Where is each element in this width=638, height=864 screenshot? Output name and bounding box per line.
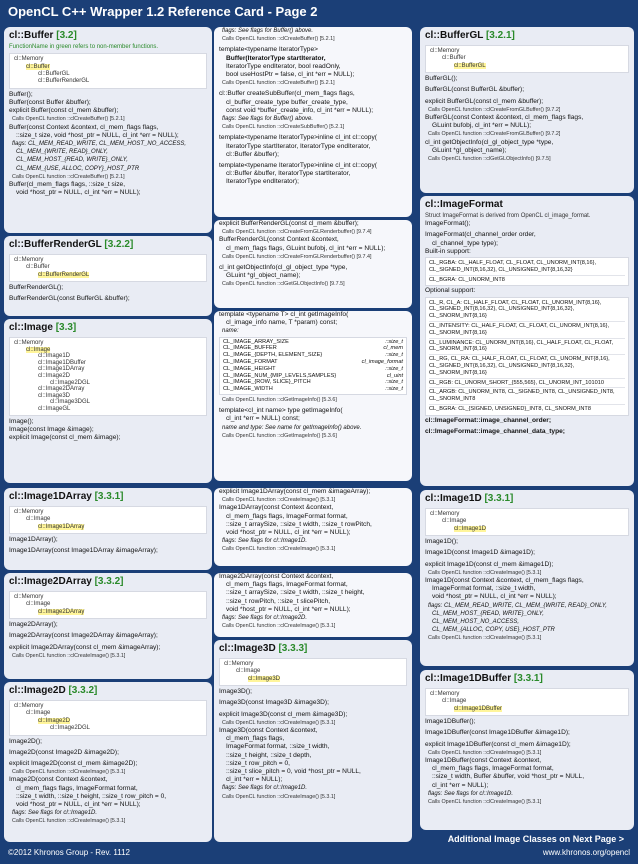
image-ctor: explicit Image(const cl_mem &image);: [9, 433, 121, 441]
buffer-subtitle: FunctionName in green refers to non-member functions.: [9, 44, 159, 50]
image2d-class-tree: cl::Memory cl::Image cl::Image2D cl::Image2DGL: [9, 700, 207, 736]
param-line: GLuint *gl_object_name);: [432, 146, 507, 154]
code-line: cl::Buffer createSubBuffer(cl_mem_flags flags,: [219, 90, 355, 98]
bufferrendergl-ctor: BufferRenderGL(const BufferGL &buffer);: [9, 295, 130, 303]
function-ref: Calls OpenCL function ::clCreateFromGLRenderbuffer() [9.7.4]: [222, 253, 372, 260]
imageformat-section: [420, 196, 634, 486]
flags-note: flags: See flags for cl::Image1D.: [222, 785, 308, 792]
code-line: template<typename IteratorType>inline cl_int cl::copy(: [219, 162, 377, 170]
buffer-ctor: Buffer(const Buffer &buffer);: [9, 99, 91, 107]
param-line: ImageFormat format, ::size_t width,: [432, 585, 536, 593]
flags-note: CL_MEM_{WRITE, READ}_ONLY,: [16, 149, 108, 156]
flags-note: flags: CL_MEM_READ_WRITE, CL_MEM_{WRITE, READ}_ONLY,: [428, 602, 607, 609]
table-row: CL_ARGB: CL_UNORM_INT8, CL_SIGNED_INT8, CL_UNSIGNED_INT8, CL_SNORM_INT8: [429, 388, 625, 405]
flags-note: flags: See flags for cl::Image1D.: [222, 538, 308, 545]
code-line: cl_mem_flags flags, ImageFormat format,: [226, 581, 348, 589]
imageformat-ctor: ImageFormat(cl_channel_order order,: [425, 231, 536, 239]
table-row: CL_RGB: CL_UNORM_SHORT_{555,565}, CL_UNORM_INT_101010: [429, 379, 625, 389]
param-line: ::size_t size, void *host_ptr = NULL, cl_int *err = NULL);: [16, 131, 179, 139]
function-ref: Calls OpenCL function ::clCreateImage() [5.3.1]: [428, 799, 542, 806]
image2darray-ctor: Image2DArray();: [9, 621, 58, 629]
param-line: ::size_t height, ::size_t depth,: [226, 751, 312, 759]
code-line: cl_mem_flags flags, GLuint bufobj, cl_int *err = NULL);: [226, 244, 386, 252]
image3d-ctor: Image3D(const Context &context,: [219, 727, 318, 735]
flags-note: CL_MEM_HOST_NO_ACCESS,: [432, 619, 520, 626]
code-line: explicit Image1DArray(const cl_mem &imageArray);: [219, 488, 371, 495]
code-line: cl_mem_flags flags, ImageFormat format,: [226, 512, 348, 520]
image2d-ctor: explicit Image2D(const cl_mem &image2D);: [9, 760, 138, 768]
builtin-label: Built-in support:: [425, 247, 471, 255]
param-line: void *host_ptr = NULL, cl_int *err = NULL);: [432, 593, 557, 601]
image1dbuffer-ctor: Image1DBuffer();: [425, 718, 476, 726]
code-line: bool useHostPtr = false, cl_int *err = NULL);: [226, 71, 355, 79]
table-row: CL_RG, CL_RA: CL_HALF_FLOAT, CL_FLOAT, CL_UNORM_INT{8,16}, CL_SIGNED_INT{8,16,32}, CL_UNSIGNED_INT{8,16,32}, CL_SNORM_INT{8,16}: [429, 355, 625, 378]
image1d-section: [420, 490, 634, 666]
image1dbuffer-section: [420, 670, 634, 830]
code-line: cl_buffer_create_type buffer_create_type,: [226, 98, 348, 106]
code-line: explicit BufferRenderGL(const cl_mem &buffer);: [219, 220, 359, 227]
bufferrendergl-class-tree: cl::Memory cl::Buffer cl::BufferRenderGL: [9, 254, 207, 282]
code-line: ::size_t arraySize, ::size_t width, ::size_t rowPitch,: [226, 520, 372, 528]
code-line: template<cl_int name> type getImageInfo(: [219, 407, 343, 415]
image2d-ctor: Image2D();: [9, 737, 42, 745]
function-ref: Calls OpenCL function ::clCreateFromGLBuffer() [9.7.2]: [428, 106, 561, 113]
buffergl-class-tree: cl::Memory cl::Buffer cl::BufferGL: [425, 45, 629, 73]
buffergl-section: [420, 27, 634, 193]
buffer-continued: [214, 27, 412, 217]
bufferrendergl-section: [4, 236, 212, 316]
footer-copyright: ©2012 Khronos Group - Rev. 1112: [8, 848, 130, 857]
code-line: ::size_t rowPitch, ::size_t slicePitch,: [226, 597, 331, 605]
param-line: ImageFormat format, ::size_t width,: [226, 743, 330, 751]
imageformat-ctor: ImageFormat();: [425, 220, 471, 228]
image2darray-heading: cl::Image2DArray [3.3.2]: [9, 576, 124, 587]
table-row: CL_IMAGE_{ROW, SLICE}_PITCH ::size_t: [223, 379, 403, 386]
code-line: cl_int getObjectInfo(cl_gl_object_type *type,: [219, 264, 348, 272]
flags-note: flags: See flags for cl::Image1D.: [12, 810, 98, 817]
member-line: cl::ImageFormat::image_channel_data_type;: [425, 427, 565, 435]
footer-link[interactable]: www.khronos.org/opencl: [542, 848, 630, 857]
code-line: void *host_ptr = NULL, cl_int *err = NULL);: [226, 605, 351, 613]
imageformat-desc: Struct ImageFormat is derived from OpenCL cl_image_format.: [425, 213, 591, 219]
function-ref: Calls OpenCL function ::clCreateImage() [5.3.1]: [428, 749, 542, 756]
image2darray-section: [4, 573, 212, 679]
image1d-ctor: Image1D(const Context &context, cl_mem_flags flags,: [425, 577, 584, 585]
image-ctor: Image(const Image &image);: [9, 425, 94, 433]
function-ref: Calls OpenCL function ::clGetImageInfo() [5.3.6]: [222, 396, 337, 403]
flags-note: CL_MEM_HOST_{READ, WRITE}_ONLY,: [432, 610, 544, 617]
function-ref: Calls OpenCL function ::clCreateBuffer() [5.2.1]: [12, 116, 125, 123]
image1d-ctor: Image1D(const Image1D &image1D);: [425, 549, 535, 557]
image1dbuffer-class-tree: cl::Memory cl::Image cl::Image1DBuffer: [425, 688, 629, 716]
image1darray-class-tree: cl::Memory cl::Image cl::Image1DArray: [9, 506, 207, 534]
param-line: cl_mem_flags flags, ImageFormat format,: [16, 784, 138, 792]
image1d-heading: cl::Image1D [3.3.1]: [425, 493, 514, 504]
function-ref: Calls OpenCL function ::clCreateSubBuffer() [5.2.1]: [222, 124, 345, 131]
function-ref: Calls OpenCL function ::clGetGLObjectInfo() [9.7.5]: [222, 281, 345, 288]
optional-label: Optional support:: [425, 287, 476, 295]
buffer-class-tree: cl::Memory cl::Buffer cl::BufferGL cl::BufferRenderGL: [9, 53, 207, 89]
code-line: cl_image_info name, T *param) const;: [226, 319, 338, 327]
function-ref: Calls OpenCL function ::clCreateFromGLRenderbuffer() [9.7.4]: [222, 229, 372, 236]
name-note: name and type: See name for getImageInfo() above.: [222, 424, 362, 431]
function-ref: Calls OpenCL function ::clCreateImage() [5.3.1]: [222, 719, 336, 726]
code-line: ::size_t arraySize, ::size_t width, ::size_t height,: [226, 589, 365, 597]
table-row: CL_IMAGE_BUFFER cl_mem: [223, 345, 403, 352]
function-ref: Calls OpenCL function ::clCreateBuffer() [5.2.1]: [12, 173, 125, 180]
function-ref: Calls OpenCL function ::clGetImageInfo() [5.3.6]: [222, 432, 337, 439]
image-class-tree: cl::Memory cl::Image cl::Image1D cl::Image1DBuffer cl::Image1DArray cl::Image2D cl::Image2DGL cl::Image2DArray cl::Image3D cl::Image3DGL cl::ImageGL: [9, 337, 207, 416]
optional-support-table: [425, 297, 629, 416]
image1dbuffer-ctor: explicit Image1DBuffer(const cl_mem &image1D);: [425, 740, 571, 748]
image3d-section: [214, 640, 412, 842]
image1d-ctor: explicit Image1D(const cl_mem &image1D);: [425, 560, 554, 568]
code-line: cl_int *err = NULL) const;: [226, 415, 300, 423]
image1d-class-tree: cl::Memory cl::Image cl::Image1D: [425, 508, 629, 536]
code-line: Buffer(IteratorType startIterator,: [226, 54, 326, 62]
code-line: template<typename IteratorType>inline cl_int cl::copy(: [219, 134, 377, 142]
param-line: cl_int *err = NULL);: [226, 776, 283, 784]
buffer-ctor: Buffer(const Context &context, cl_mem_flags flags,: [9, 123, 159, 131]
code-line: IteratorType startIterator, IteratorType endIterator,: [226, 142, 371, 150]
image3d-ctor: Image3D(const Image3D &image3D);: [219, 699, 329, 707]
flags-note: flags: See flags for cl::Image2D.: [222, 615, 308, 622]
image3d-class-tree: cl::Memory cl::Image cl::Image3D: [219, 658, 407, 686]
image1darray-ctor: Image1DArray(const Image1DArray &imageArray);: [9, 547, 158, 555]
table-row: CL_IMAGE_{DEPTH, ELEMENT_SIZE} ::size_t: [223, 352, 403, 359]
function-ref: Calls OpenCL function ::clCreateImage() [5.3.1]: [222, 623, 336, 630]
table-row: CL_RGBA: CL_HALF_FLOAT, CL_FLOAT, CL_UNORM_INT{8,16}, CL_SIGNED_INT{8,16,32}, CL_UNSIGNED_INT{8,16,32}: [429, 259, 625, 276]
function-ref: Calls OpenCL function ::clGetGLObjectInfo() [9.7.5]: [428, 156, 551, 163]
image2d-ctor: Image2D(const Context &context,: [9, 776, 108, 784]
table-row: CL_BGRA: CL_UNORM_INT8: [429, 276, 505, 283]
function-ref: Calls OpenCL function ::clCreateImage() [5.3.1]: [222, 793, 336, 800]
name-label: name:: [222, 328, 239, 335]
table-row: CL_IMAGE_ARRAY_SIZE ::size_t: [223, 338, 403, 345]
next-page-note: Additional Image Classes on Next Page >: [447, 834, 624, 844]
function-ref: Calls OpenCL function ::clCreateImage() [5.3.1]: [428, 569, 542, 576]
flags-note: CL_MEM_{USE, ALLOC, COPY}_HOST_PTR: [16, 165, 140, 172]
buffer-ctor: explicit Buffer(const cl_mem &buffer);: [9, 107, 119, 115]
member-line: cl::ImageFormat::image_channel_order;: [425, 416, 552, 424]
function-ref: Calls OpenCL function ::clCreateImage() [5.3.1]: [12, 769, 126, 776]
image3d-ctor: Image3D();: [219, 688, 252, 696]
code-line: GLuint *gl_object_name);: [226, 272, 301, 280]
param-line: ::size_t width, ::size_t height, ::size_t row_pitch = 0,: [16, 792, 167, 800]
code-line: const void *buffer_create_info, cl_int *err = NULL);: [226, 106, 374, 114]
code-line: cl::Buffer &buffer, IteratorType startIterator,: [226, 170, 351, 178]
image1dbuffer-ctor: Image1DBuffer(const Image1DBuffer &image1D);: [425, 729, 570, 737]
table-row: CL_BGRA: CL_{SIGNED, UNSIGNED}_INT8, CL_SNORM_INT8: [429, 405, 591, 412]
bufferrendergl-continued: [214, 220, 412, 308]
flags-note: flags: CL_MEM_READ_WRITE, CL_MEM_HOST_NO_ACCESS,: [12, 141, 187, 148]
function-ref: Calls OpenCL function ::clCreateImage() [5.3.1]: [12, 818, 126, 825]
code-line: template <typename T> cl_int getImageInfo(: [219, 311, 349, 318]
image2darray-ctor: Image2DArray(const Image2DArray &imageArray);: [9, 632, 158, 640]
image1darray-section: [4, 488, 212, 570]
code-line: Image2DArray(const Context &context,: [219, 573, 334, 580]
param-line: ::size_t width, Buffer &buffer, void *host_ptr = NULL,: [432, 773, 585, 781]
image-ctor: Image();: [9, 417, 34, 425]
function-ref: Calls OpenCL function ::clCreateBuffer() [5.2.1]: [222, 80, 335, 87]
image3d-heading: cl::Image3D [3.3.3]: [219, 643, 308, 654]
table-row: CL_IMAGE_FORMAT cl_image_format: [223, 359, 403, 365]
table-row: CL_IMAGE_NUM_{MIP_LEVELS,SAMPLES} cl_uint: [223, 372, 403, 379]
image-section: [4, 319, 212, 483]
param-line: ::size_t slice_pitch = 0, void *host_ptr = NULL,: [226, 768, 361, 776]
buffer-ctor: Buffer();: [9, 90, 33, 98]
table-row: CL_IMAGE_HEIGHT ::size_t: [223, 365, 403, 372]
param-line: void *host_ptr = NULL, cl_int *err = NULL);: [16, 801, 141, 809]
param-line: cl_mem_flags flags, ImageFormat format,: [432, 765, 554, 773]
flags-note: flags: See flags for Buffer() above.: [222, 28, 314, 34]
param-line: GLuint bufobj, cl_int *err = NULL);: [432, 122, 532, 130]
code-line: cl_int getObjectInfo(cl_gl_object_type *type,: [425, 138, 554, 146]
image-info-table: [219, 337, 407, 395]
buffergl-ctor: BufferGL(const Context &context, cl_mem_flags flags,: [425, 114, 584, 122]
image1dbuffer-heading: cl::Image1DBuffer [3.3.1]: [425, 673, 543, 684]
param-line: void *host_ptr = NULL, cl_int *err = NULL);: [16, 189, 141, 197]
function-ref: Calls OpenCL function ::clCreateImage() [5.3.1]: [222, 546, 336, 553]
flags-note: flags: See flags for cl::Image1D.: [428, 790, 514, 797]
image2d-heading: cl::Image2D [3.3.2]: [9, 685, 98, 696]
code-line: void *host_ptr = NULL, cl_int *err = NULL);: [226, 529, 351, 537]
buffergl-heading: cl::BufferGL [3.2.1]: [425, 30, 515, 41]
buffergl-ctor: BufferGL();: [425, 75, 458, 83]
code-line: cl::Buffer &buffer);: [226, 150, 279, 158]
code-line: IteratorType endIterator, bool readOnly,: [226, 62, 341, 70]
table-row: CL_R, CL_A: CL_HALF_FLOAT, CL_FLOAT, CL_UNORM_INT{8,16}, CL_SIGNED_INT{8,16,32}, CL_UNSIGNED_INT{8,16,32}, CL_SNORM_INT{8,16}: [429, 299, 625, 322]
param-line: cl_int *err = NULL);: [432, 781, 489, 789]
buffergl-ctor: BufferGL(const BufferGL &buffer);: [425, 86, 525, 94]
image-heading: cl::Image [3.3]: [9, 322, 77, 333]
image1darray-heading: cl::Image1DArray [3.3.1]: [9, 491, 124, 502]
function-ref: Calls OpenCL function ::clCreateFromGLBuffer() [9.7.2]: [428, 131, 561, 138]
image1dbuffer-ctor: Image1DBuffer(const Context &context,: [425, 757, 542, 765]
buffer-section: [4, 27, 212, 233]
code-line: IteratorType endIterator);: [226, 178, 299, 186]
image1d-ctor: Image1D();: [425, 538, 458, 546]
function-ref: Calls OpenCL function ::clCreateBuffer() [5.2.1]: [222, 36, 335, 43]
image-continued: [214, 311, 412, 481]
image3d-ctor: explicit Image3D(const cl_mem &image3D);: [219, 710, 348, 718]
flags-note: flags: See flags for Buffer() above.: [222, 116, 314, 123]
function-ref: Calls OpenCL function ::clCreateImage() [5.3.1]: [222, 497, 336, 504]
buffer-heading: cl::Buffer [3.2]: [9, 30, 77, 41]
function-ref: Calls OpenCL function ::clCreateImage() [5.3.1]: [12, 652, 126, 659]
code-line: template<typename IteratorType>: [219, 46, 318, 54]
image2d-ctor: Image2D(const Image2D &image2D);: [9, 748, 119, 756]
flags-note: CL_MEM_HOST_{READ, WRITE}_ONLY,: [16, 157, 128, 164]
function-ref: Calls OpenCL function ::clCreateImage() [5.3.1]: [428, 635, 542, 642]
table-row: CL_IMAGE_WIDTH ::size_t: [223, 386, 403, 393]
bufferrendergl-ctor: BufferRenderGL();: [9, 284, 64, 292]
page-title: OpenCL C++ Wrapper 1.2 Reference Card - Page 2: [8, 4, 318, 19]
table-row: CL_LUMINANCE: CL_UNORM_INT{8,16}, CL_HALF_FLOAT, CL_FLOAT, CL_SNORM_INT{8,16}: [429, 339, 625, 356]
flags-note: CL_MEM_{ALLOC, COPY, USE}_HOST_PTR: [432, 627, 555, 634]
buffer-ctor: Buffer(cl_mem_flags flags, ::size_t size,: [9, 181, 126, 189]
table-row: CL_INTENSITY: CL_HALF_FLOAT, CL_FLOAT, CL_UNORM_INT{8,16}, CL_SNORM_INT{8,16}: [429, 322, 625, 339]
buffergl-ctor: explicit BufferGL(const cl_mem &buffer);: [425, 97, 544, 105]
image2darray-ctor: explicit Image2DArray(const cl_mem &imageArray);: [9, 643, 161, 651]
image2darray-class-tree: cl::Memory cl::Image cl::Image2DArray: [9, 591, 207, 619]
image2d-section: [4, 682, 212, 842]
param-line: cl_mem_flags flags,: [226, 735, 285, 743]
image1darray-continued: [214, 488, 412, 566]
code-line: BufferRenderGL(const Context &context,: [219, 236, 339, 244]
image1darray-ctor: Image1DArray();: [9, 536, 58, 544]
imageformat-heading: cl::ImageFormat: [425, 199, 503, 210]
param-line: ::size_t row_pitch = 0,: [226, 759, 290, 767]
builtin-support-table: [425, 257, 629, 286]
code-line: Image1DArray(const Context &context,: [219, 504, 334, 512]
param-line: cl_channel_type type);: [432, 239, 498, 247]
image2darray-continued: [214, 573, 412, 637]
bufferrendergl-heading: cl::BufferRenderGL [3.2.2]: [9, 239, 134, 250]
